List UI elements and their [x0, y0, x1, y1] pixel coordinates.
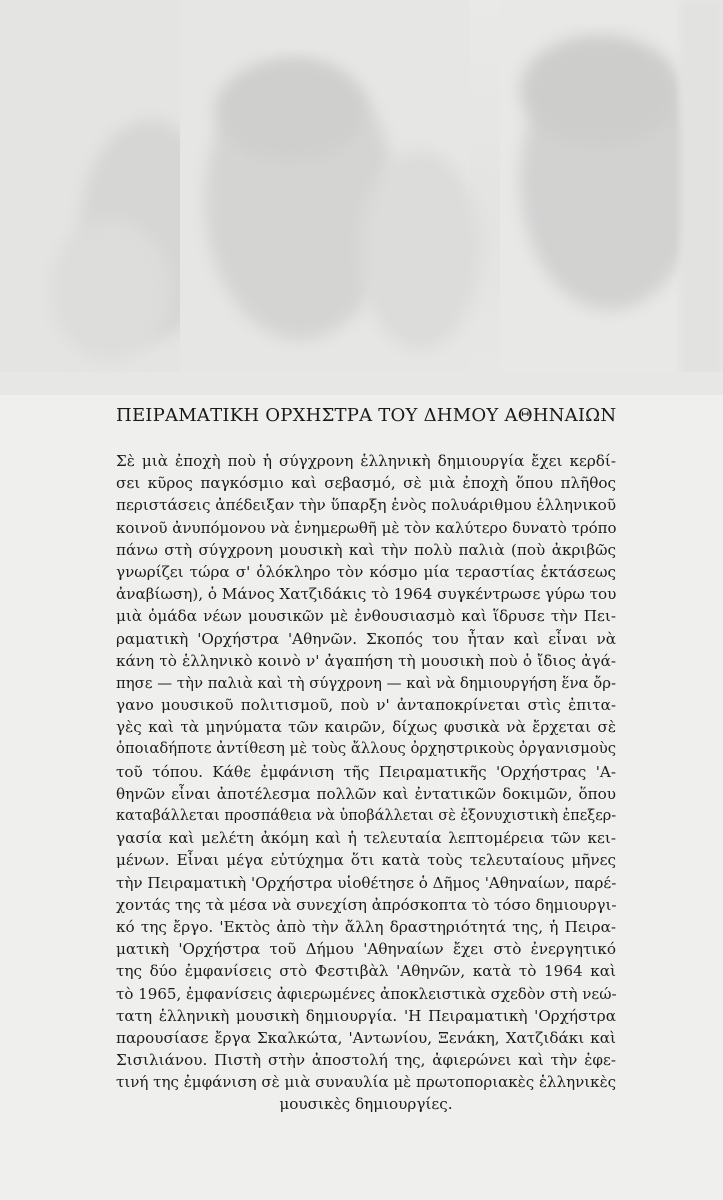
- text-line: κοινοῦ ἀνυπόμονου νὰ ἐνημερωθῆ μὲ τὸν καλύτερο δυνατὸ τρόπο: [116, 518, 617, 537]
- text-line: της δύο ἐμφανίσεις στὸ Φεστιβὰλ 'Αθηνῶν, κατὰ τὸ 1964 καὶ: [116, 962, 616, 981]
- text-line: σει κῦρος παγκόσμιο καὶ σεβασμό, σὲ μιὰ ἐποχὴ ὅπου πλῆθος: [116, 474, 616, 493]
- text-line: Σισιλιάνου. Πιστὴ στὴν ἀποστολή της, ἀφιερώνει καὶ τὴν ἐφε-: [116, 1051, 616, 1070]
- text-line: τοῦ τόπου. Κάθε ἐμφάνιση τῆς Πειραματικῆς 'Ορχήστρας 'Α-: [116, 762, 616, 781]
- text-line: κάνη τὸ ἑλληνικὸ κοινὸ ν' ἀγαπήση τὴ μουσικὴ ποὺ ὁ ἴδιος ἀγά-: [116, 651, 616, 670]
- text-line: μιὰ ὁμάδα νέων μουσικῶν μὲ ἐνθουσιασμὸ καὶ ἵδρυσε τὴν Πει-: [116, 607, 616, 626]
- text-line: γανο μουσικοῦ πολιτισμοῦ, ποὺ ν' ἀνταποκρίνεται στὶς ἐπιτα-: [116, 696, 616, 715]
- text-line: χοντάς της τὰ μέσα νὰ συνεχίση ἀπρόσκοπτα τὸ τόσο δημιουργι-: [116, 895, 617, 914]
- text-line: τὸ 1965, ἐμφανίσεις ἀφιερωμένες ἀποκλειστικὰ σχεδὸν στὴ νεώ-: [116, 984, 617, 1003]
- text-line: πάνω στὴ σύγχρονη μουσικὴ καὶ τὴν πολὺ παλιὰ (ποὺ ἀκριβῶς: [116, 540, 616, 559]
- body-paragraph: [116, 450, 616, 1116]
- text-line: Σὲ μιὰ ἐποχὴ ποὺ ἡ σύγχρονη ἑλληνικὴ δημιουργία ἔχει κερδί-: [116, 452, 616, 470]
- text-line: τατη ἑλληνικὴ μουσικὴ δημιουργία. 'Η Πειραματικὴ 'Ορχήστρα: [116, 1006, 616, 1025]
- text-line: πησε — τὴν παλιὰ καὶ τὴ σύγχρονη — καὶ νὰ δημιουργήση ἕνα ὄρ-: [116, 673, 616, 692]
- text-line: μένων. Εἶναι μέγα εὐτύχημα ὅτι κατὰ τοὺς τελευταίους μῆνες: [116, 851, 616, 870]
- page-title: ΠΕΙΡΑΜΑΤΙΚΗ ΟΡΧΗΣΤΡΑ ΤΟΥ ΔΗΜΟΥ ΑΘΗΝΑΙΩΝ: [116, 405, 617, 426]
- text-line: καταβάλλεται προσπάθεια νὰ ὑποβάλλεται σὲ ἐξονυχιστικὴ ἐπεξερ-: [116, 808, 617, 824]
- text-line: ραματικὴ 'Ορχήστρα 'Αθηνῶν. Σκοπός του ἦταν καὶ εἶναι νὰ: [116, 629, 616, 648]
- text-line: τινή της ἐμφάνιση σὲ μιὰ συναυλία μὲ πρωτοποριακὲς ἑλληνικὲς: [116, 1073, 617, 1092]
- text-line: ματικὴ 'Ορχήστρα τοῦ Δήμου 'Αθηναίων ἔχει στὸ ἐνεργητικό: [116, 940, 616, 959]
- text-line: θηνῶν εἶναι ἀποτέλεσμα πολλῶν καὶ ἐντατικῶν δοκιμῶν, ὅπου: [116, 784, 616, 803]
- text-line: τὴν Πειραματικὴ 'Ορχήστρα υἱοθέτησε ὁ Δῆμος 'Αθηναίων, παρέ-: [116, 873, 617, 892]
- text-line: ὁποιαδήποτε ἀντίθεση μὲ τοὺς ἄλλους ὀρχηστρικοὺς ὀργανισμοὺς: [116, 740, 617, 758]
- text-line: κό της ἔργο. 'Εκτὸς ἀπὸ τὴν ἄλλη δραστηριότητά της, ἡ Πειρα-: [116, 917, 616, 936]
- text-line-final: μουσικὲς δημιουργίες.: [279, 1095, 453, 1114]
- text-line: περιστάσεις ἀπέδειξαν τὴν ὕπαρξη ἑνὸς πολυάριθμου ἑλληνικοῦ: [116, 496, 617, 515]
- text-line: γνωρίζει τώρα σ' ὁλόκληρο τὸν κόσμο μία τεραστίας ἐκτάσεως: [116, 562, 616, 581]
- text-line: γασία καὶ μελέτη ἀκόμη καὶ ἡ τελευταία λεπτομέρεια τῶν κει-: [116, 829, 616, 848]
- text-line: γὲς καὶ τὰ μηνύματα τῶν καιρῶν, δίχως φυσικὰ νὰ ἔρχεται σὲ: [116, 718, 616, 737]
- text-line: παρουσίασε ἔργα Σκαλκώτα, 'Αντωνίου, Ξενάκη, Χατζιδάκι καὶ: [116, 1028, 616, 1047]
- text-line: ἀναβίωση), ὁ Μάνος Χατζιδάκις τὸ 1964 συγκέντρωσε γύρω του: [116, 585, 617, 604]
